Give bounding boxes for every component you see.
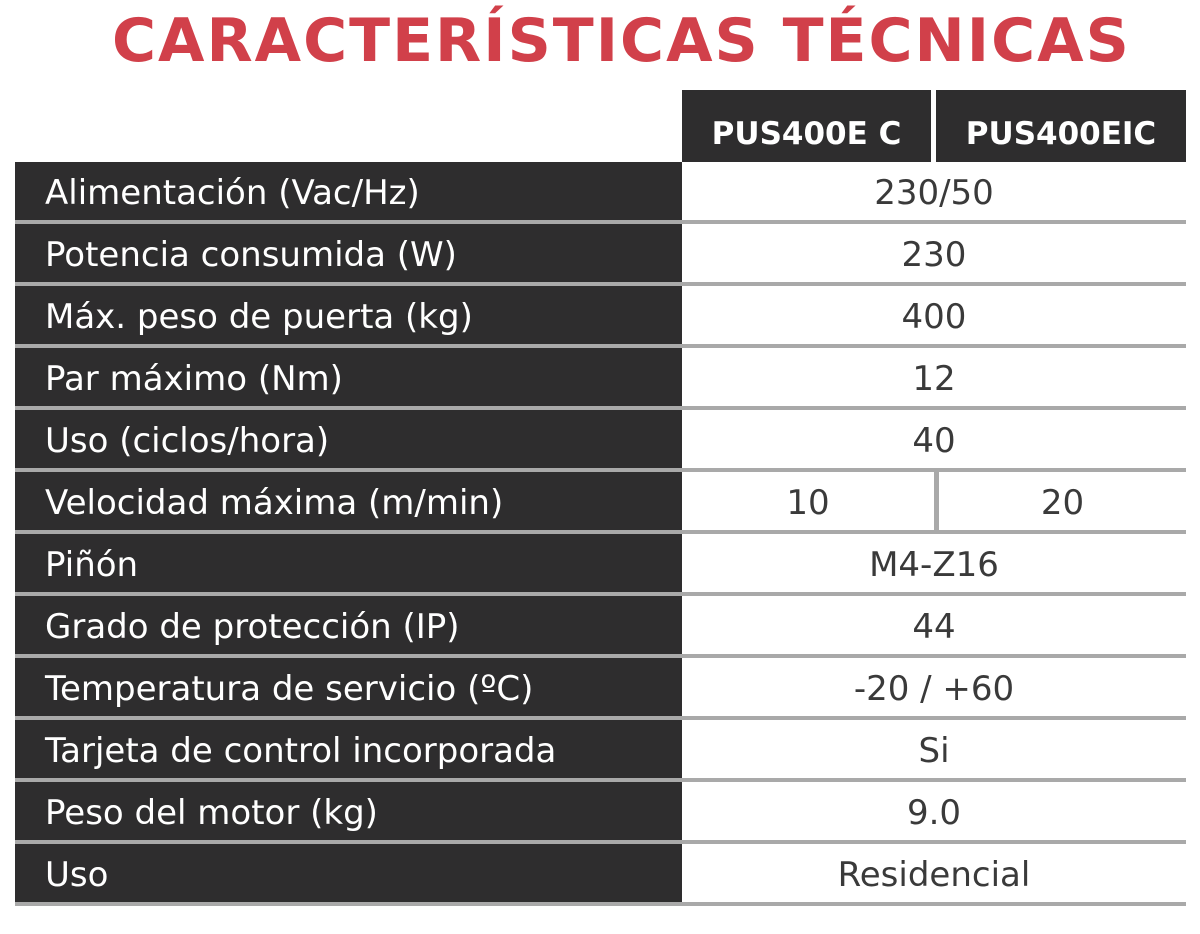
spec-value-cell bbox=[682, 596, 1186, 658]
spec-value: 230/50 bbox=[874, 173, 994, 213]
spec-label-cell bbox=[15, 410, 682, 472]
spec-label-cell bbox=[15, 534, 682, 596]
table-row bbox=[15, 844, 1186, 906]
spec-label-cell bbox=[15, 596, 682, 658]
model-name-1: PUS400E C bbox=[711, 116, 902, 152]
spec-label: Uso bbox=[45, 855, 109, 895]
spec-label-cell bbox=[15, 720, 682, 782]
spec-label: Par máximo (Nm) bbox=[45, 359, 343, 399]
spec-value-cell bbox=[682, 720, 1186, 782]
spec-value: Si bbox=[918, 731, 950, 771]
spec-label-cell bbox=[15, 286, 682, 348]
table-row bbox=[15, 658, 1186, 720]
spec-label: Velocidad máxima (m/min) bbox=[45, 483, 504, 523]
spec-label: Máx. peso de puerta (kg) bbox=[45, 297, 473, 337]
spec-label: Potencia consumida (W) bbox=[45, 235, 457, 275]
spec-value-cell bbox=[682, 162, 1186, 224]
model-name-2: PUS400EIC bbox=[965, 116, 1157, 152]
spec-value: 230 bbox=[901, 235, 967, 275]
table-row bbox=[15, 782, 1186, 844]
spec-label: Piñón bbox=[45, 545, 139, 585]
spec-value-cell bbox=[682, 410, 1186, 472]
spec-value-cell bbox=[682, 286, 1186, 348]
page-title: CARACTERÍSTICAS TÉCNICAS bbox=[112, 6, 1131, 76]
spec-value-cell bbox=[682, 348, 1186, 410]
spec-value-cell bbox=[682, 472, 1186, 534]
spec-value-cell bbox=[682, 658, 1186, 720]
spec-label: Peso del motor (kg) bbox=[45, 793, 378, 833]
spec-value-cell bbox=[682, 534, 1186, 596]
table-row bbox=[15, 534, 1186, 596]
spec-label: Temperatura de servicio (ºC) bbox=[45, 669, 534, 709]
table-row bbox=[15, 472, 1186, 534]
spec-value: M4-Z16 bbox=[869, 545, 999, 585]
spec-value: 40 bbox=[912, 421, 956, 461]
spec-value-cell bbox=[682, 844, 1186, 906]
spec-value: 9.0 bbox=[906, 793, 962, 833]
spec-label-cell bbox=[15, 224, 682, 286]
spec-table bbox=[15, 162, 1186, 906]
spec-label-cell bbox=[15, 782, 682, 844]
spec-label-cell bbox=[15, 348, 682, 410]
spec-value: -20 / +60 bbox=[853, 669, 1015, 709]
spec-value: Residencial bbox=[837, 855, 1031, 895]
table-row bbox=[15, 720, 1186, 782]
table-row bbox=[15, 162, 1186, 224]
spec-label-cell bbox=[15, 844, 682, 906]
spec-value-model-1: 10 bbox=[786, 483, 830, 523]
spec-value: 400 bbox=[901, 297, 967, 337]
table-row bbox=[15, 410, 1186, 472]
spec-value: 12 bbox=[912, 359, 956, 399]
spec-label-cell bbox=[15, 658, 682, 720]
spec-label-cell bbox=[15, 162, 682, 224]
spec-value-cell bbox=[682, 782, 1186, 844]
spec-label: Grado de protección (IP) bbox=[45, 607, 460, 647]
table-row bbox=[15, 286, 1186, 348]
spec-label: Uso (ciclos/hora) bbox=[45, 421, 330, 461]
spec-label-cell bbox=[15, 472, 682, 534]
table-row bbox=[15, 224, 1186, 286]
table-row bbox=[15, 348, 1186, 410]
spec-value: 44 bbox=[912, 607, 956, 647]
spec-value-model-2: 20 bbox=[1040, 483, 1085, 523]
spec-label: Alimentación (Vac/Hz) bbox=[45, 173, 420, 213]
spec-value-cell bbox=[682, 224, 1186, 286]
spec-label: Tarjeta de control incorporada bbox=[45, 731, 557, 771]
table-row bbox=[15, 596, 1186, 658]
